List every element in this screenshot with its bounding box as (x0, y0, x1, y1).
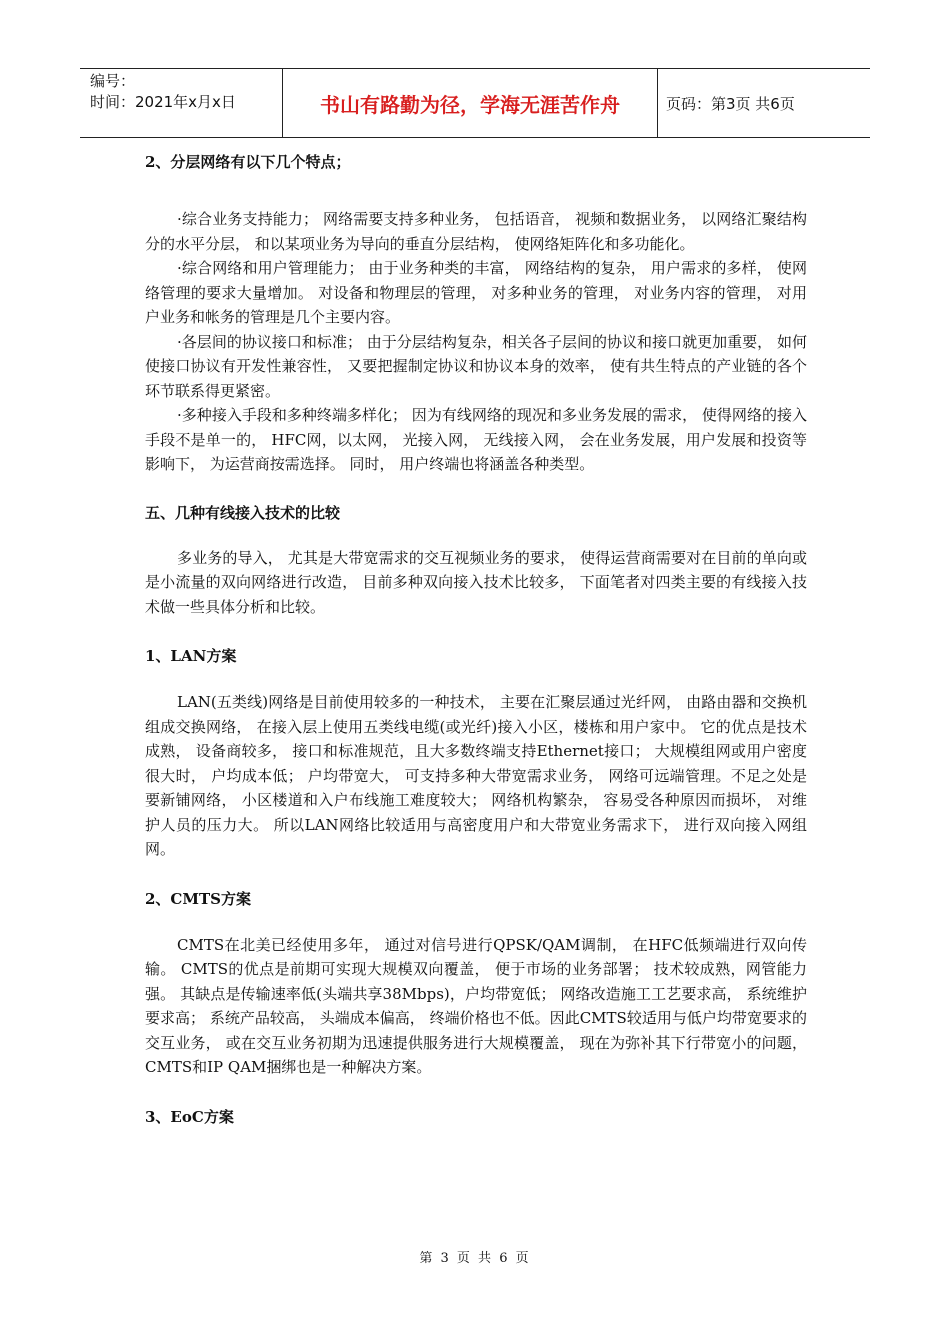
header-page-info: 页码：第3页 共6页 (666, 94, 795, 113)
paragraph: ·综合网络和用户管理能力； 由于业务种类的丰富， 网络结构的复杂， 用户需求的多样， 使网络管理的要求大量增加。 对设备和物理层的管理， 对多种业务的管理， 对业务内容的管理， 对用户业务和帐务的管理是几个主要内容。 (145, 259, 807, 326)
header-meta (80, 69, 283, 137)
paragraph: ·各层间的协议接口和标准； 由于分层结构复杂，相关各子层间的协议和接口就更加重要， 如何使接口协议有开发性兼容性， 又要把握制定协议和协议本身的效率， 使有共生特点的产业链的各个环节联系得更紧密。 (145, 332, 807, 400)
paragraph: 多业务的导入， 尤其是大带宽需求的交互视频业务的要求， 使得运营商需要对在目前的单向或是小流量的双向网络进行改造， 目前多种双向接入技术比较多， 下面笔者对四类主要的有线接入技术做一些具体分析和比较。 (145, 548, 807, 616)
header-motto: 书山有路勤为径，学海无涯苦作舟 (283, 69, 658, 137)
paragraph: LAN(五类线)网络是目前使用较多的一种技术， 主要在汇聚层通过光纤网， 由路由器和交换机组成交换网络， 在接入层上使用五类线电缆(或光纤)接入小区，楼栋和用户家中。 它的优点是技术成熟， 设备商较多， 接口和标准规范，且大多数终端支持Ethernet接口； 大规模组网或用户密度很大时， 户均成本低； 户均带宽大， 可支持多种大带宽需求业务， 网络可远端管理。不足之处是要新铺网络， 小区楼道和入户布线施工难度较大； 网络机构繁杂， 容易受各种原因而损坏， 对维护人员的压力大。 所以LAN网络比较适用与高密度用户和大带宽业务需求下， 进行双向接入网组网。 (145, 693, 807, 858)
page-header (80, 68, 870, 138)
document-number-label: 编号： (90, 72, 136, 90)
paragraph: ·综合业务支持能力； 网络需要支持多种业务， 包括语音， 视频和数据业务， 以网络汇聚结构分的水平分层， 和以某项业务为导向的垂直分层结构， 使网络矩阵化和多功能化。 (145, 210, 807, 253)
section-heading: 2、分层网络有以下几个特点； (145, 153, 351, 171)
section-heading: 2、CMTS方案 (145, 889, 251, 908)
section-heading: 1、LAN方案 (145, 647, 237, 665)
document-date: 时间：2021年x月x日 (90, 93, 236, 111)
page-footer: 第 3 页 共 6 页 (419, 1251, 531, 1266)
paragraph: ·多种接入手段和多种终端多样化； 因为有线网络的现况和多业务发展的需求， 使得网络的接入手段不是单一的， HFC网，以太网， 光接入网， 无线接入网， 会在业务发展，用户发展和投资等影响下， 为运营商按需选择。 同时， 用户终端也将涵盖各种类型。 (145, 406, 807, 473)
section-heading: 五、几种有线接入技术的比较 (145, 503, 341, 522)
section-heading: 3、EoC方案 (145, 1107, 234, 1126)
paragraph: CMTS在北美已经使用多年， 通过对信号进行QPSK/QAM调制， 在HFC低频端进行双向传输。 CMTS的优点是前期可实现大规模双向覆盖， 便于市场的业务部署； 技术较成熟，网管能力强。 其缺点是传输速率低(头端共享38Mbps)，户均带宽低； 网络改造施工工艺要求高， 系统维护要求高； 系统产品较高， 头端成本偏高， 终端价格也不低。因此CMTS较适用与低户均带宽要求的交互业务， 或在交互业务初期为迅速提供服务进行大规模覆盖， 现在为弥补其下行带宽小的问题， CMTS和IP QAM捆绑也是一种解决方案。 (145, 935, 807, 1076)
document-body (145, 150, 807, 1129)
